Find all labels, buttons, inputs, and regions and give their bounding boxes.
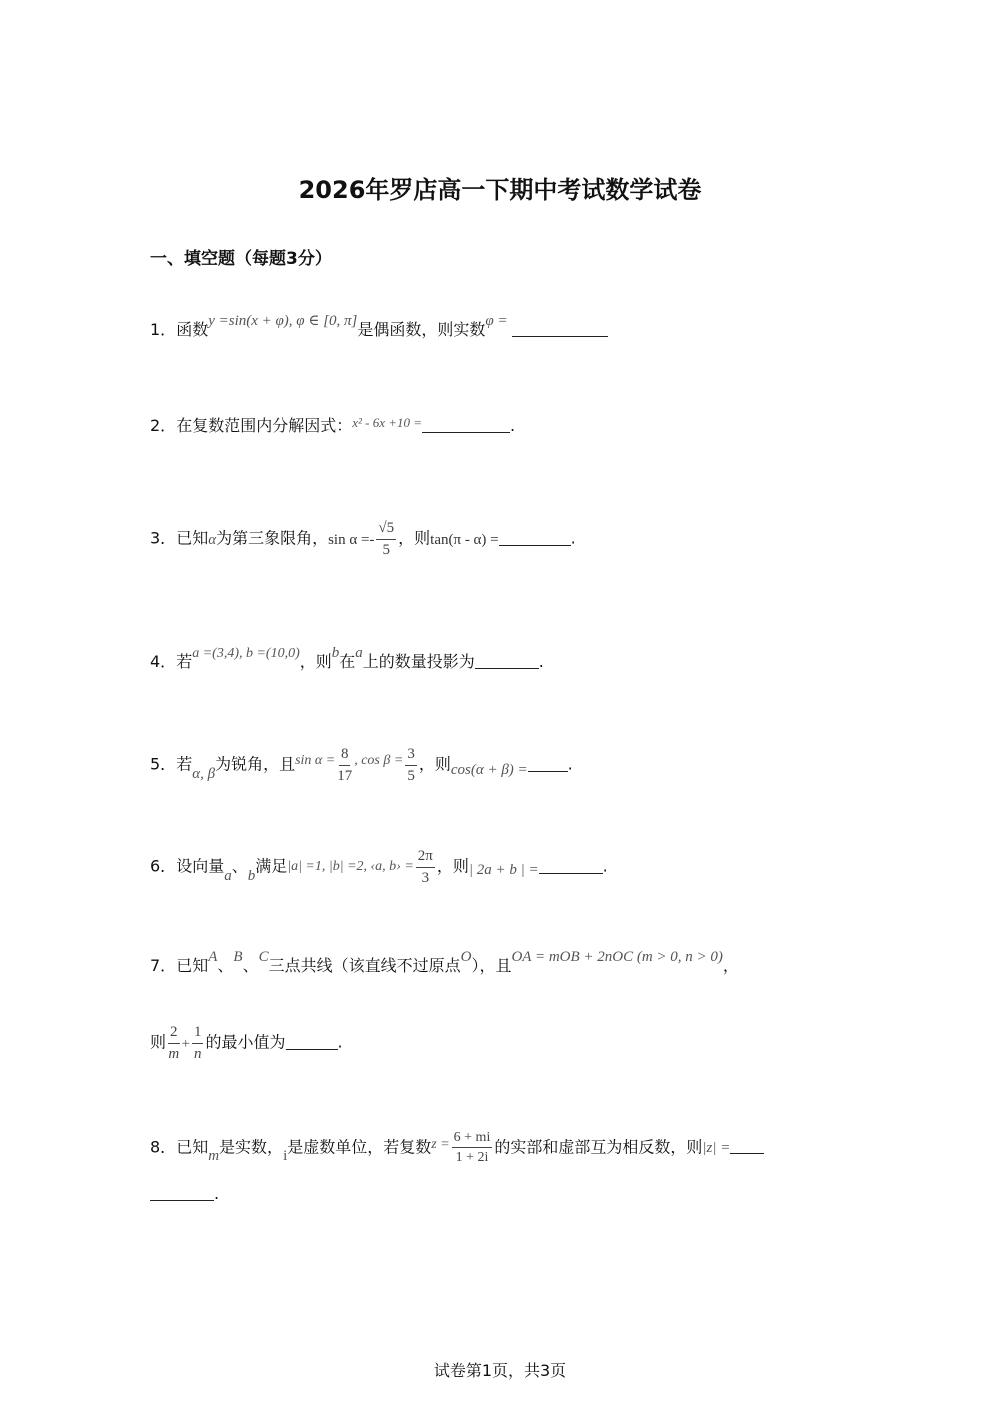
fraction: $\frac{1}{n}$ [193, 1024, 202, 1062]
fraction: $\frac{3}{5}$ [407, 746, 415, 784]
question-text: ，则 [436, 856, 469, 876]
math-expression: b [331, 645, 340, 661]
math-expression: sin α =- [328, 531, 375, 548]
math-expression: α [208, 531, 217, 548]
question-text: 、 [231, 856, 248, 876]
question-text: ，则 [418, 754, 451, 774]
question-text: 满足 [255, 856, 288, 876]
question-text: . [510, 416, 516, 435]
question-text: 上的数量投影为 [362, 652, 475, 671]
question-2 [150, 416, 515, 434]
page-footer: 试卷第1页，共3页 [433, 1361, 567, 1380]
question-text: 函数 [176, 320, 209, 339]
question-number: 6． [150, 856, 177, 876]
question-text: 设向量 [176, 856, 225, 876]
math-expression: α, β [192, 765, 216, 782]
math-expression: m [208, 1148, 220, 1165]
math-expression: |a| =1, |b| =2, ‹a, b› = [287, 858, 414, 874]
question-number: 2． [150, 416, 177, 435]
question-text: 则 [150, 1032, 167, 1052]
question-text: 已知 [176, 528, 209, 548]
question-number: 4． [150, 652, 177, 671]
question-text: 为第三象限角， [216, 528, 329, 548]
math-expression: tan(π - α) = [430, 531, 499, 548]
question-number: 5． [150, 754, 177, 774]
question-text: 为锐角，且 [215, 754, 296, 774]
math-expression: x² - 6x +10 = [352, 415, 423, 430]
question-6 [150, 848, 608, 886]
question-1 [150, 314, 608, 338]
question-text: 、 [242, 956, 259, 975]
question-text: 已知 [176, 1137, 209, 1157]
answer-blank [528, 770, 568, 772]
question-8 [150, 1130, 764, 1166]
question-text: 、 [217, 956, 234, 975]
question-text: 在 [339, 652, 356, 671]
question-text: 若 [176, 754, 193, 774]
math-expression: sin α = [295, 752, 336, 768]
question-number: 3． [150, 528, 177, 548]
math-expression: b [247, 867, 256, 884]
question-text: . [538, 652, 544, 671]
question-4 [150, 646, 544, 670]
question-7 [150, 950, 739, 974]
question-7-continued [150, 1024, 343, 1062]
math-expression: a [355, 645, 363, 661]
answer-blank [730, 1152, 764, 1154]
math-expression: a =(3,4), b =(10,0) [192, 646, 300, 661]
fraction: $\frac{2\pi}{3}$ [417, 848, 433, 886]
math-expression: i [283, 1148, 288, 1165]
question-text: 是实数， [219, 1137, 284, 1157]
math-expression: O [460, 949, 472, 965]
math-expression: φ = [485, 313, 508, 329]
math-expression: | 2a + b | = [468, 861, 539, 878]
question-number: 8． [150, 1137, 177, 1157]
question-3 [150, 520, 576, 558]
math-expression: |z| = [702, 1140, 731, 1157]
math-expression: z = [431, 1137, 450, 1153]
section-heading: 一、填空题（每题3分） [150, 249, 332, 269]
question-text: 若 [176, 652, 193, 671]
question-text: . [602, 856, 608, 876]
fraction: $\frac{2}{m}$ [168, 1024, 180, 1062]
page-title: 2026年罗店高一下期中考试数学试卷 [298, 176, 702, 204]
math-expression: B [233, 949, 243, 965]
question-text: 的实部和虚部互为相反数，则 [494, 1137, 703, 1157]
math-expression: , cos β = [354, 752, 404, 768]
question-text: ， [722, 956, 739, 975]
question-text: . [337, 1032, 343, 1052]
answer-blank [475, 667, 539, 669]
question-text: 已知 [176, 956, 209, 975]
question-text: ），且 [471, 956, 512, 975]
answer-blank [512, 335, 608, 337]
answer-blank [422, 431, 510, 433]
question-text: 三点共线（该直线不过原点 [268, 956, 461, 975]
answer-blank [286, 1048, 338, 1050]
question-5 [150, 746, 573, 784]
fraction: $\frac{8}{17}$ [337, 746, 353, 784]
fraction: $\frac{√5}{5}$ [378, 520, 395, 558]
math-expression: cos(α + β) = [450, 761, 528, 778]
question-text: . [214, 1184, 220, 1203]
question-text: 是虚数单位，若复数 [287, 1137, 432, 1157]
answer-blank [499, 544, 571, 546]
question-text: 的最小值为 [205, 1032, 286, 1052]
question-text: ，则 [398, 528, 431, 548]
question-text: . [567, 754, 573, 774]
math-expression: a [224, 867, 232, 884]
question-number: 7． [150, 956, 177, 975]
math-expression: A [208, 949, 218, 965]
question-text: . [570, 528, 576, 548]
question-number: 1． [150, 320, 177, 339]
question-8-continued [150, 1186, 219, 1202]
math-expression: y =sin(x + φ), φ ∈ [0, π] [208, 313, 358, 329]
question-text: 是偶函数，则实数 [357, 320, 486, 339]
answer-blank [150, 1199, 214, 1201]
math-expression: + [181, 1035, 190, 1052]
fraction: $\frac{6 + mi}{1 + 2i}$ [453, 1130, 491, 1166]
question-text: ，则 [299, 652, 332, 671]
question-text: 在复数范围内分解因式： [176, 416, 353, 435]
math-expression: OA = mOB + 2nOC (m > 0, n > 0) [511, 949, 723, 965]
answer-blank [539, 872, 603, 874]
math-expression: C [258, 949, 269, 965]
